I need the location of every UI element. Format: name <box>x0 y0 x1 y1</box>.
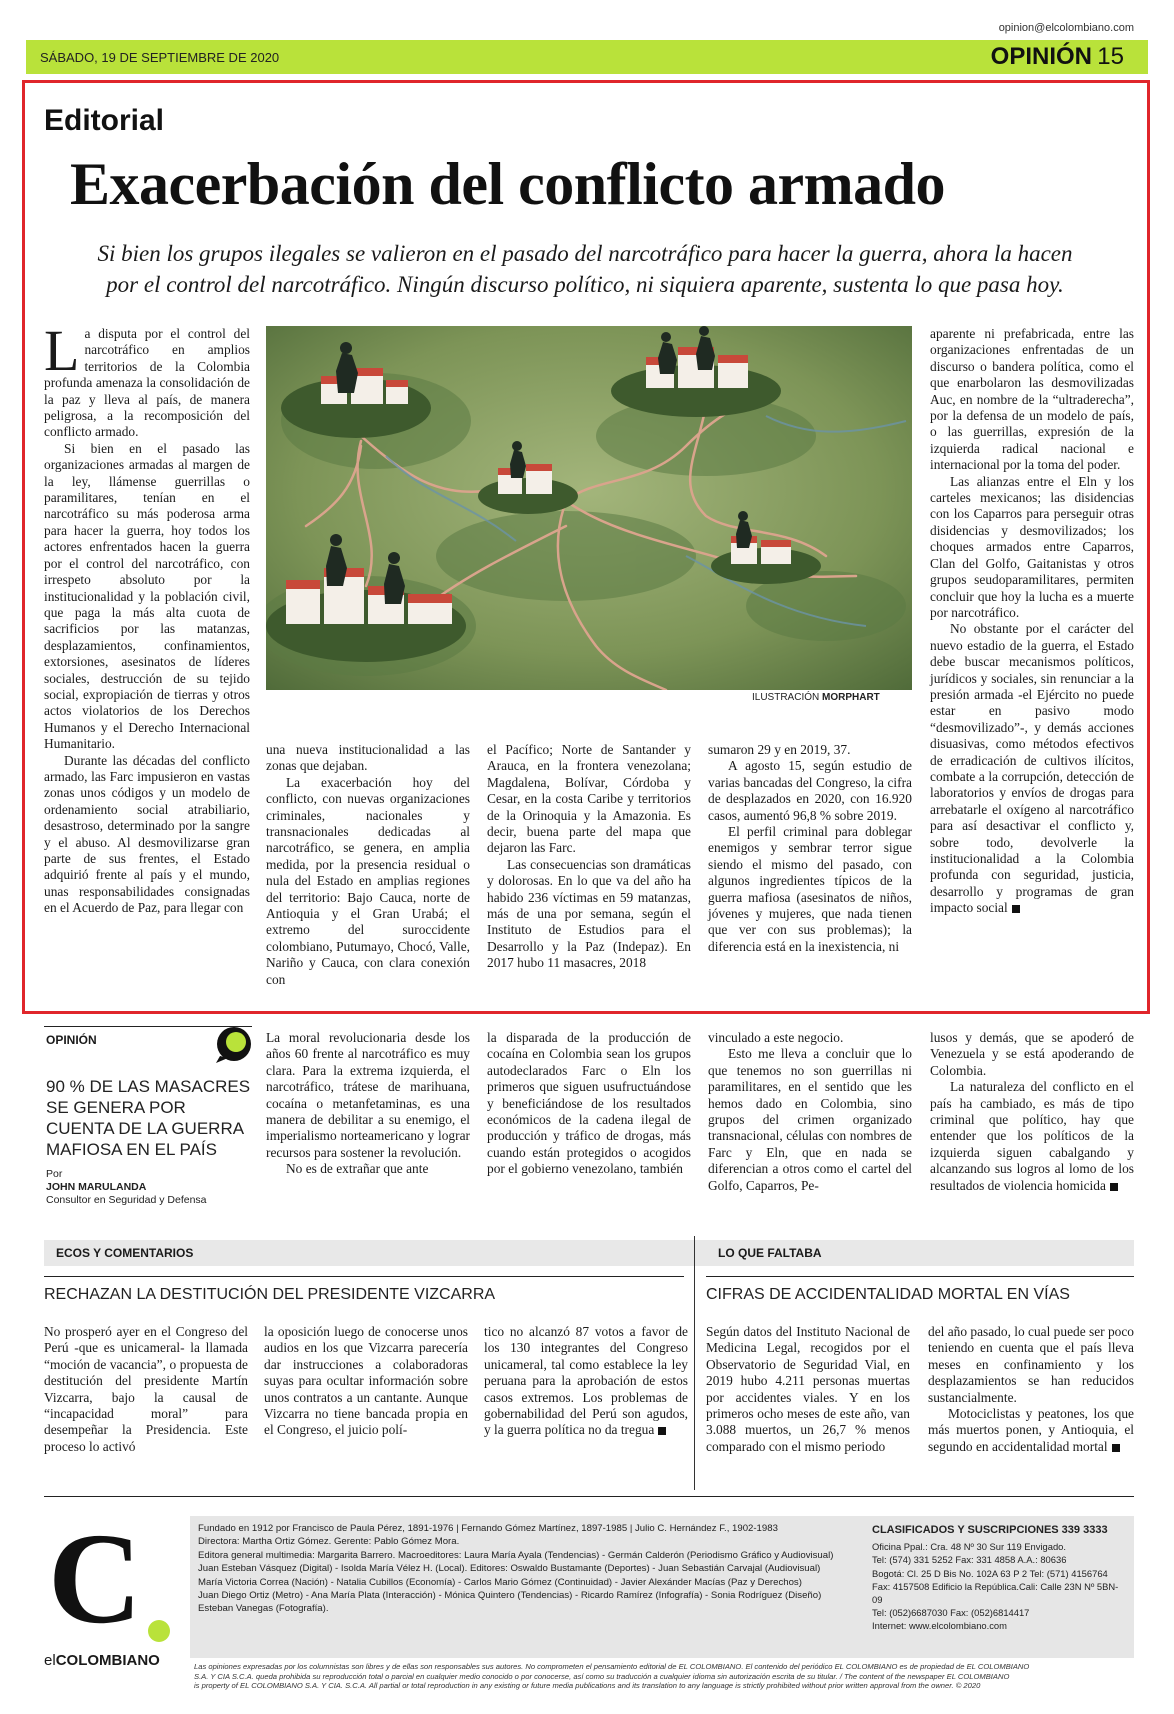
header-email: opinion@elcolombiano.com <box>998 22 1134 34</box>
opinion-column-3: vinculado a este negocio. Esto me lleva a concluir que lo que tenemos no son guerrillas ni paramilitares, en el sentido que les hemos dado en Colombia, sino grupos del crimen organizado transnacional, células con nombres de Farc y Eln, que en nada se diferencian a otros como el cartel del Golfo, Caparros, Pe- <box>708 1030 912 1193</box>
header-band <box>26 40 1148 74</box>
faltaba-headline-rule <box>706 1276 1134 1277</box>
ecos-label: ECOS Y COMENTARIOS <box>56 1246 194 1260</box>
opinion-author-role: Consultor en Seguridad y Defensa <box>46 1194 207 1206</box>
page-number: 15 <box>1097 43 1124 70</box>
section-name: OPINIÓN <box>990 43 1092 70</box>
editorial-column-1: La disputa por el control del narcotráfico en amplios territorios de la Colombia profunda amenaza la consolidación de la paz y lleva al país, de manera peligrosa, a la recomposición del conflicto armado. Si bien en el pasado las organizaciones armadas al margen de la ley, llámense guerrillas o paramilitares, tenían en el narcotráfico su más poderosa arma para hacer la guerra, hoy todos los actores enfrentados hacen la guerra por el control del narcotráfico, con irrespeto absoluto por la institucionalidad y la población civil, que paga la más alta cuota de sacrificios por las matanzas, desplazamientos, confinamientos, extorsiones, asesinatos de líderes sociales, destrucción de su tejido social, expropiación de tierras y otros actos violatorios de los Derechos Humanos y el Derecho Internacional Humanitario. Durante las décadas del conflicto armado, las Farc impusieron en vastas zonas unos códigos y un modelo de ordenamiento social atrabiliario, desastroso, determinado por la sangre y el abuso. Al desmovilizarse gran parte de sus frentes, el Estado adquirió frente al país y el mundo, unas responsabilidades consignadas en el Acuerdo de Paz, para llegar con <box>44 318 250 916</box>
opinion-label: OPINIÓN <box>46 1033 97 1047</box>
classifieds-title: CLASIFICADOS Y SUSCRIPCIONES 339 3333 <box>872 1524 1108 1536</box>
footer-credits: Fundado en 1912 por Francisco de Paula Pérez, 1891-1976 | Fernando Gómez Martínez, 1897-1985 | Julio C. Hernández F., 1902-1983 Directora: Martha Ortiz Gómez. Gerente: Pablo Gómez Mora. Editora general multimedia: Margarita Barrero. Macroeditores: Laura María Ayala (Tendencias) - Germán Calderón (Periodismo Gráfico y Audiovisual) Juan Esteban Vásquez (Digital) - Isolda María Vélez H. (Local). Editores: Oswaldo Bustamante (Deportes) - Juan Sebastián Carvajal (Audiovisual) María Victoria Correa (Nación) - Natalia Cubillos (Economía) - Carlos Mario Gómez (Continuidad) - Javier Alexánder Macías (Paz y Derechos) Juan Diego Ortiz (Metro) - Ana María Plata (Interacción) - Mónica Quintero (Tendencias) - Ricardo Ramírez (Infografía) - Sonia Rodríguez (Diseño) Esteban Vanegas (Fotografía). <box>198 1523 834 1615</box>
opinion-column-2: la disparada de la producción de cocaína en Colombia sean los grupos autodeclarados Farc o Eln los primeros que siguen usufructuándose y beneficiándose de los resultados económicos de la cadena ilegal de producción y tráfico de drogas, más cuando están protegidos o acogidos por el gobierno venezolano, también <box>487 1030 691 1177</box>
faltaba-column-2: del año pasado, lo cual puede ser poco teniendo en cuenta que el país lleva meses en confinamiento y los desplazamientos se han reducidos sustancialmente. Motociclistas y peatones, los que más muertos ponen, y Antioquia, el segundo en accidentalidad mortal <box>928 1324 1134 1454</box>
landscape-map-illustration <box>266 326 912 690</box>
faltaba-headline: CIFRAS DE ACCIDENTALIDAD MORTAL EN VÍAS <box>706 1286 1070 1303</box>
deck-line-2: por el control del narcotráfico. Ningún discurso político, ni siquiera aparente, sustenta lo que pasa hoy. <box>106 272 1064 297</box>
ecos-label-bar <box>44 1240 724 1266</box>
end-mark <box>1012 905 1020 913</box>
ecos-column-3: tico no alcanzó 87 votos a favor de los 130 integrantes del Congreso unicameral, tal como establece la ley peruana para la aprobación de estos casos extremos. Los problemas de gobernabilidad del Perú son agudos, y la guerra política no da tregua <box>484 1324 688 1438</box>
logo-wordmark: elCOLOMBIANO <box>44 1652 160 1669</box>
logo-letter: C <box>48 1507 142 1651</box>
dropcap: L <box>44 318 80 383</box>
illustration-credit: ILUSTRACIÓN MORPHART <box>752 692 880 703</box>
editorial-column-3: el Pacífico; Norte de Santander y Arauca, en la frontera venezolana; Magdalena, Bolívar, Córdoba y Cesar, en la costa Caribe y territorios de la Orinoquia y la Amazonia. Es decir, buena parte del mapa que dejaron las Farc. Las consecuencias son dramáticas y dolorosas. En lo que va del año ha habido 236 víctimas en 59 matanzas, más de una por semana, según el Instituto de Estudios para el Desarrollo y la Paz (Indepaz). En 2017 hubo 11 masacres, 2018 <box>487 742 691 971</box>
logo-dot <box>148 1620 170 1642</box>
ecos-headline-rule <box>44 1276 684 1277</box>
editorial-column-4: sumaron 29 y en 2019, 37. A agosto 15, según estudio de varias bancadas del Congreso, la cifra de desplazados en 2020, con 16.920 casos, aumentó 96,8 % sobre 2019. El perfil criminal para doblegar enemigos y sembrar terror sigue siendo el mismo del pasado, con algunos ingredientes típicos de la guerra mafiosa (asesinatos de niños, jóvenes y mujeres, que nada tienen que ver con sus problemas); la diferencia está en la inexistencia, ni <box>708 742 912 954</box>
editorial-illustration <box>266 326 912 690</box>
footer-credits-box <box>190 1516 1134 1658</box>
editorial-label: Editorial <box>44 104 165 137</box>
editorial-column-5: aparente ni prefabricada, entre las organizaciones enfrentadas de un discurso o bandera política, como el que enarbolaron las desmovilizadas Auc, en nombre de la “ultraderecha”, por la defensa de un modelo de país, o las guerrillas, expresión de la izquierda radical nacional e internacional por la toma del poder. Las alianzas entre el Eln y los carteles mexicanos; las disidencias con los Caparros para perseguir otras disidencias y desmovilizados; los choques armados entre Caparros, Clan del Golfo, Gaitanistas y otros grupos seudoparamilitares, permiten concluir que hoy la lucha es a muerte por narcotráfico. No obstante por el carácter del nuevo estadio de la guerra, el Estado debe buscar mecanismos políticos, jurídicos y sociales, sin renunciar a la presión armada -el Ejército no puede estar en pasivo modo “desmovilizado”-, y demás acciones disuasivas, como métodos efectivos de erradicación de cultivos ilícitos, combate a la corrupción, detección de laboratorios y envíos de drogas para arrebatarle el oxígeno al narcotráfico para así desactivar el conflicto y, sobre todo, devolverle la institucionalidad a la Colombia profunda con seguridad, justicia, desarrollo y programas de gran impacto social <box>930 326 1134 916</box>
ecos-column-1: No prosperó ayer en el Congreso del Perú -que es unicameral- la llamada “moción de vacancia”, o propuesta de destitución del presidente Martín Vizcarra, bajo la causal de “incapacidad moral” para desempeñar la Presidencia. Este proceso lo activó <box>44 1324 248 1454</box>
ecos-divider <box>694 1236 695 1490</box>
deck-line-1: Si bien los grupos ilegales se valieron en el pasado del narcotráfico para hacer la guerra, ahora la hacen <box>97 241 1073 266</box>
opinion-author: JOHN MARULANDA <box>46 1181 147 1193</box>
ecos-headline: RECHAZAN LA DESTITUCIÓN DEL PRESIDENTE VIZCARRA <box>44 1286 496 1303</box>
header-date: SÁBADO, 19 DE SEPTIEMBRE DE 2020 <box>40 50 280 65</box>
opinion-headline: 90 % DE LAS MASACRES SE GENERA POR CUENTA DE LA GUERRA MAFIOSA EN EL PAÍS <box>46 1077 251 1159</box>
footer-contact: CLASIFICADOS Y SUSCRIPCIONES 339 3333 Oficina Ppal.: Cra. 48 Nº 30 Sur 119 Envigado. Tel: (574) 331 5252 Fax: 331 4858 A.A.: 80636 Bogotá: Cl. 25 D Bis No. 102A 63 P 2 Tel: (571) 4156764 Fax: 4157508 Edificio la República.Cali: Calle 23N Nº 5BN-09 Tel: (052)6687030 Fax: (052)6814417 Internet: www.elcolombiano.com <box>872 1524 1128 1633</box>
footer-rule <box>44 1496 1134 1497</box>
opinion-byline: Por JOHN MARULANDA Consultor en Seguridad y Defensa <box>46 1168 207 1206</box>
speech-bubble-icon <box>214 1026 254 1064</box>
faltaba-column-1: Según datos del Instituto Nacional de Medicina Legal, recogidos por el Observatorio de Seguridad Vial, en 2019 hubo 4.211 personas muertas por accidentes viales. Y en los primeros ocho meses de este año, van 3.088 muertos, un 26,7 % menos comparado con el mismo periodo <box>706 1324 910 1454</box>
elcolombiano-logo <box>40 1507 180 1674</box>
editorial-deck <box>30 238 1140 300</box>
editorial-column-2: una nueva institucionalidad a las zonas que dejaban. La exacerbación hoy del conflicto, con nuevas organizaciones criminales, nacionales y transnacionales dedicadas al narcotráfico, se genera, en amplia medida, por la presencia residual o nula del Estado en amplias regiones del territorio: Bajo Cauca, norte de Antioquia y el Gran Urabá; el extremo del suroccidente colombiano, Putumayo, Chocó, Valle, Nariño y Cauca, con clara conexión con <box>266 742 470 987</box>
end-mark <box>658 1427 666 1435</box>
footer-disclaimer: Las opiniones expresadas por los columnistas son libres y de ellas son responsables sus autores. No comprometen el pensamiento editorial de EL COLOMBIANO. El contenido del periódico EL COLOMBIANO es de propiedad de EL COLOMBIANO S.A. Y CIA S.C.A. queda prohibida su reproducción total o parcial en cualquier medio conocido o por conocerse, así como su traducción a cualquier idioma sin autorización escrita de su titular. / The content of the newspaper EL COLOMBIANO is property of EL COLOMBIANO S.A. Y CIA. S.C.A. All partial or total reproduction in any existing or future media publications and its translation to any language is strictly prohibited without prior written approval from the owner. © 2020 <box>194 1662 1030 1691</box>
ecos-column-2: la oposición luego de conocerse unos audios en los que Vizcarra parecería dar instrucciones a colaboradoras suyas para ocultar información sobre unos contratos a un cantante. Aunque Vizcarra no tiene bancada propia en el Congreso, el juicio polí- <box>264 1324 468 1438</box>
opinion-column-4: lusos y demás, que se apoderó de Venezuela y se está apoderando de Colombia. La naturaleza del conflicto en el país ha cambiado, es más de tipo criminal que político, hay que entender que los políticos de la izquierda siguen cabalgando y alcanzando sus logros al lomo de los resultados de violencia homicida <box>930 1030 1134 1193</box>
end-mark <box>1110 1183 1118 1191</box>
faltaba-label: LO QUE FALTABA <box>718 1246 822 1260</box>
editorial-title: Exacerbación del conflicto armado <box>70 151 946 217</box>
faltaba-label-bar <box>706 1240 1134 1266</box>
opinion-column-1: La moral revolucionaria desde los años 60 frente al narcotráfico es muy clara. Para la extrema izquierda, el narcotráfico, trátese de marihuana, cocaína o metanfetaminas, es una manera de debilitar a su enemigo, el imperialismo norteamericano y lograr recursos para sostener la revolución. No es de extrañar que ante <box>266 1030 470 1177</box>
end-mark <box>1112 1444 1120 1452</box>
